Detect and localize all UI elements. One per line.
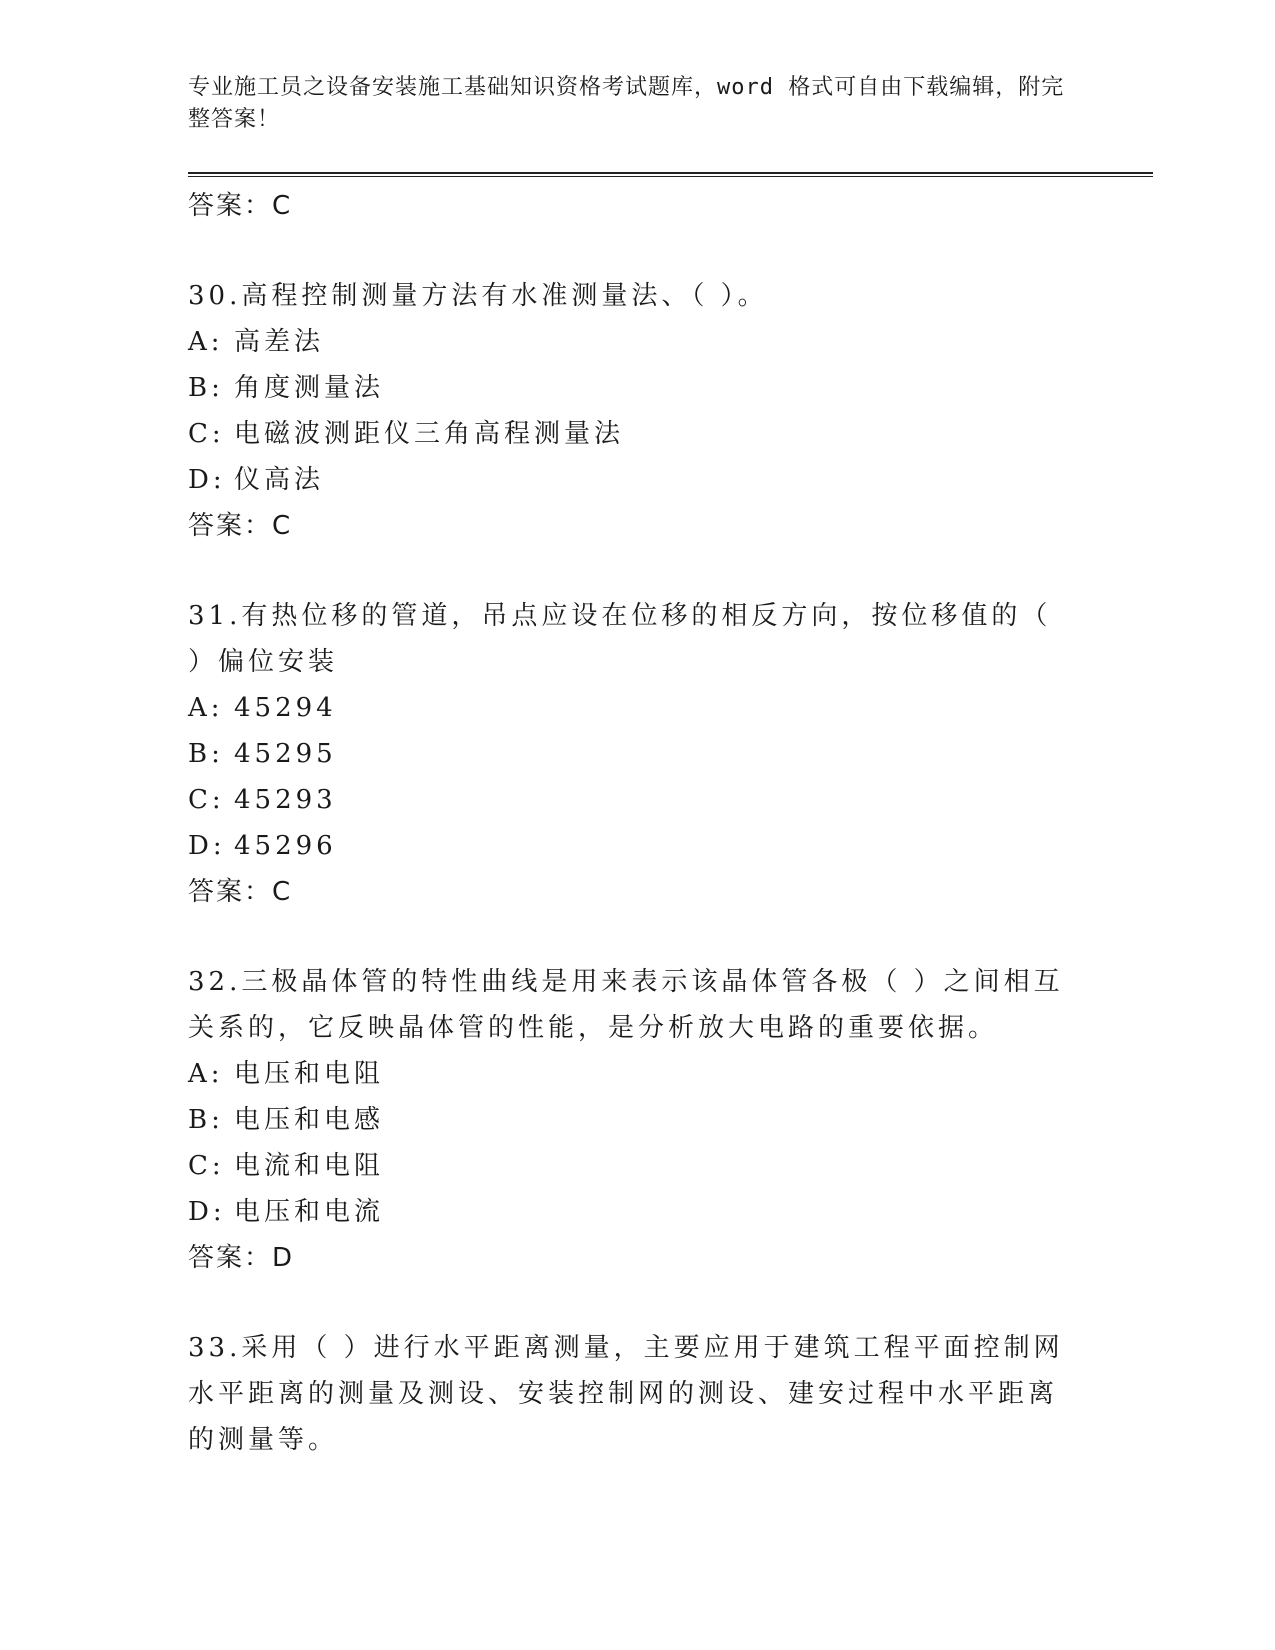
- question-stem: 31.有热位移的管道，吊点应设在位移的相反方向，按位移值的（ ）偏位安装: [188, 601, 1052, 677]
- question-stem: 33.采用（ ）进行水平距离测量，主要应用于建筑工程平面控制网水平距离的测量及测设、安装控制网的测设、建安过程中水平距离的测量等。: [188, 1333, 1064, 1455]
- option-letter: B:: [188, 739, 224, 769]
- question-30: [188, 273, 1153, 549]
- option-a: [188, 685, 1153, 731]
- option-letter: A:: [188, 1059, 224, 1089]
- answer-label: 答案：C: [188, 191, 293, 221]
- option-b: [188, 365, 1153, 411]
- option-letter: D:: [188, 1197, 226, 1227]
- option-letter: D:: [188, 831, 226, 861]
- option-text: 电压和电感: [234, 1105, 385, 1135]
- option-b: [188, 1097, 1153, 1143]
- option-letter: C:: [188, 419, 225, 449]
- option-text: 45294: [234, 693, 337, 723]
- option-text: 电流和电阻: [234, 1151, 385, 1181]
- option-b: [188, 731, 1153, 777]
- option-text: 电磁波测距仪三角高程测量法: [234, 419, 625, 449]
- option-letter: A:: [188, 693, 224, 723]
- question-32: [188, 959, 1153, 1281]
- option-text: 45295: [234, 739, 337, 769]
- option-letter: C:: [188, 1151, 225, 1181]
- option-text: 45293: [234, 785, 337, 815]
- option-letter: B:: [188, 1105, 224, 1135]
- option-letter: D:: [188, 465, 226, 495]
- option-text: 45296: [234, 831, 337, 861]
- header-divider: [188, 172, 1153, 177]
- answer-label: 答案：D: [188, 1243, 295, 1273]
- option-c: [188, 1143, 1153, 1189]
- option-c: [188, 411, 1153, 457]
- option-d: [188, 1189, 1153, 1235]
- option-text: 角度测量法: [234, 373, 385, 403]
- option-letter: C:: [188, 785, 225, 815]
- option-a: [188, 319, 1153, 365]
- option-text: 高差法: [234, 327, 325, 357]
- question-stem: 30.高程控制测量方法有水准测量法、（ ）。: [188, 281, 768, 311]
- answer-label: 答案：C: [188, 877, 293, 907]
- question-31: [188, 593, 1153, 915]
- question-33: [188, 1325, 1153, 1463]
- option-c: [188, 777, 1153, 823]
- question-stem: 32.三极晶体管的特性曲线是用来表示该晶体管各极（ ）之间相互关系的，它反映晶体管的性能，是分析放大电路的重要依据。: [188, 967, 1064, 1043]
- option-text: 仪高法: [234, 465, 325, 495]
- option-letter: B:: [188, 373, 224, 403]
- option-d: [188, 457, 1153, 503]
- option-letter: A:: [188, 327, 224, 357]
- answer-label: 答案：C: [188, 511, 293, 541]
- option-text: 电压和电流: [234, 1197, 385, 1227]
- document-header: 专业施工员之设备安装施工基础知识资格考试题库，word 格式可自由下载编辑，附完整答案！: [188, 75, 1065, 132]
- option-a: [188, 1051, 1153, 1097]
- document-page: [188, 72, 1153, 1463]
- option-text: 电压和电阻: [234, 1059, 385, 1089]
- option-d: [188, 823, 1153, 869]
